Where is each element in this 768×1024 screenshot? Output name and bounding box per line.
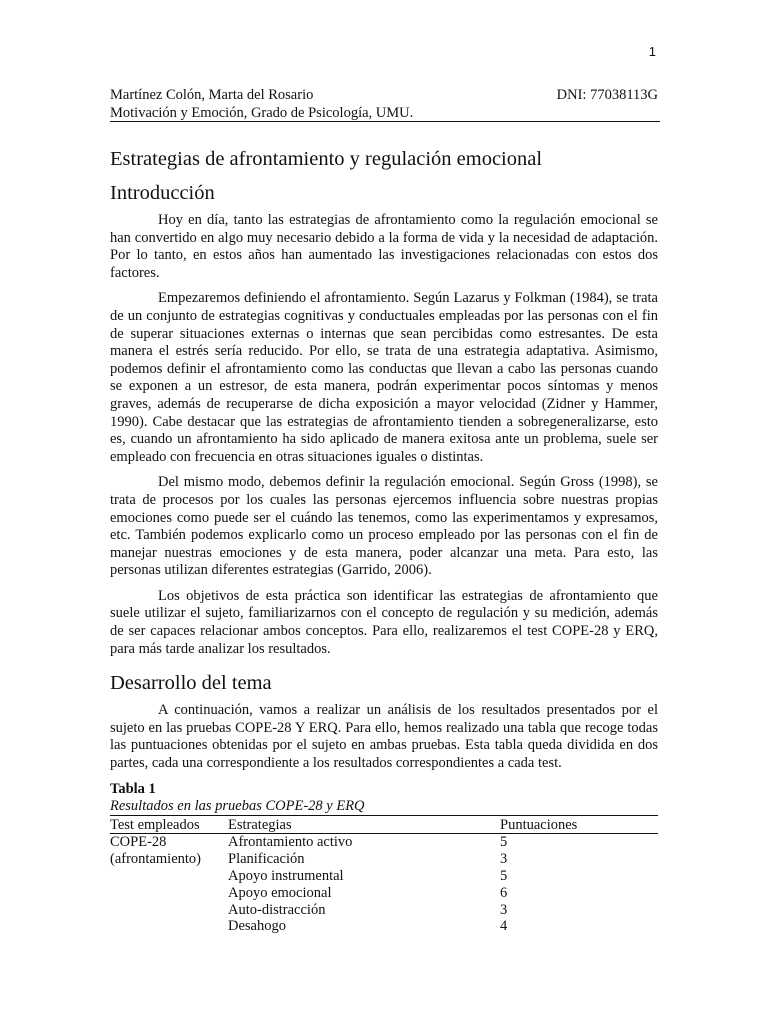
table-header-row: [110, 815, 658, 834]
table-cell: [110, 868, 228, 885]
page-header: [110, 86, 658, 122]
dni: DNI: 77038113G: [556, 87, 658, 103]
author-name: Martínez Colón, Marta del Rosario: [110, 87, 314, 103]
document-body: [110, 146, 658, 935]
table-header-cell: Puntuaciones: [500, 815, 658, 834]
page-number: 1: [648, 44, 656, 59]
table-row: [110, 885, 658, 902]
table-cell: 6: [500, 884, 508, 901]
course-info: Motivación y Emoción, Grado de Psicología, UMU.: [110, 105, 414, 121]
table-cell: Afrontamiento activo: [228, 834, 353, 851]
header-rule: [110, 121, 660, 122]
table-header-cell: Test empleados: [110, 815, 228, 834]
table-cell: 5: [500, 834, 508, 851]
table-cell: 3: [500, 901, 508, 918]
intro-heading: Introducción: [110, 182, 215, 204]
table-caption: Resultados en las pruebas COPE-28 y ERQ: [110, 797, 365, 814]
table-cell: Planificación: [228, 851, 305, 868]
document-title: Estrategias de afrontamiento y regulación emocional: [110, 148, 543, 170]
table-cell: (afrontamiento): [110, 851, 201, 868]
results-table: [110, 815, 658, 936]
table-row: [110, 918, 658, 935]
development-paragraph: A continuación, vamos a realizar un análisis de los resultados presentados por el sujeto en las pruebas COPE-28 Y ERQ. Para ello, hemos realizado una tabla que recoge todas las puntuaciones obtenidas por el sujeto en ambas pruebas. Esta tabla queda dividida en dos partes, cada una correspondiente a los resultados correspondientes a cada test.: [110, 702, 658, 772]
table-cell: [110, 885, 228, 902]
table-row: [110, 868, 658, 885]
intro-paragraph: Hoy en día, tanto las estrategias de afrontamiento como la regulación emocional se han convertido en algo muy necesario debido a la forma de vida y la necesidad de adaptación. Por lo tanto, en estos años han aumentado las investigaciones relacionadas con estos dos factores.: [110, 212, 658, 281]
table-row: [110, 851, 658, 868]
table-cell: Desahogo: [228, 918, 286, 935]
table-cell: 3: [500, 851, 508, 868]
table-cell: Apoyo emocional: [228, 884, 332, 901]
intro-paragraph: Empezaremos definiendo el afrontamiento. Según Lazarus y Folkman (1984), se trata de un conjunto de estrategias cognitivas y conductuales empleadas por las personas con el fin de superar situaciones externas o internas que sean percibidas como estresantes. De esta manera el estrés sería reducido. Por ello, se trata de una estrategia adaptativa. Asimismo, podemos definir el afrontamiento como las conductas que llevan a cabo las personas cuando se exponen a un estresor, de esta manera, podrán experimentar pocos síntomas y menos graves, además de recuperarse de dicha exposición a mayor velocidad (Zidner y Hammer, 1990). Cabe destacar que las estrategias de afrontamiento tienden a sobregeneralizarse, esto es, cuando un afrontamiento ha sido aplicado de manera exitosa ante un problema, suele ser empleado con frecuencia en otras situaciones iguales o distintas.: [110, 290, 658, 465]
table-cell: [110, 918, 228, 935]
table-row: [110, 902, 658, 919]
table-cell: 4: [500, 918, 508, 935]
table-cell: 5: [500, 868, 508, 885]
table-label: Tabla 1: [110, 780, 156, 797]
intro-paragraph: Del mismo modo, debemos definir la regulación emocional. Según Gross (1998), se trata de procesos por los cuales las personas ejercemos influencia sobre nuestras propias emociones como puede ser el cuándo las tenemos, como las experimentamos y expresamos, etc. También podemos explicarlo como un proceso empleado por las personas con el fin de manejar nuestras emociones y de esta manera, poder alcanzar una meta. Para esto, las personas utilizan diferentes estrategias (Garrido, 2006).: [110, 474, 658, 579]
development-heading: Desarrollo del tema: [110, 672, 272, 695]
table-header-cell: Estrategias: [228, 815, 500, 834]
intro-paragraph: Los objetivos de esta práctica son identificar las estrategias de afrontamiento que suele utilizar el sujeto, familiarizarnos con el concepto de regulación y su medición, además de ser capaces relacionar ambos conceptos. Para ello, realizaremos el test COPE-28 y ERQ, para más tarde analizar los resultados.: [110, 587, 658, 657]
table-row: [110, 834, 658, 851]
table-cell: Apoyo instrumental: [228, 868, 344, 885]
table-cell: Auto-distracción: [228, 901, 326, 918]
table-cell: [110, 902, 228, 919]
table-cell: COPE-28: [110, 834, 167, 851]
